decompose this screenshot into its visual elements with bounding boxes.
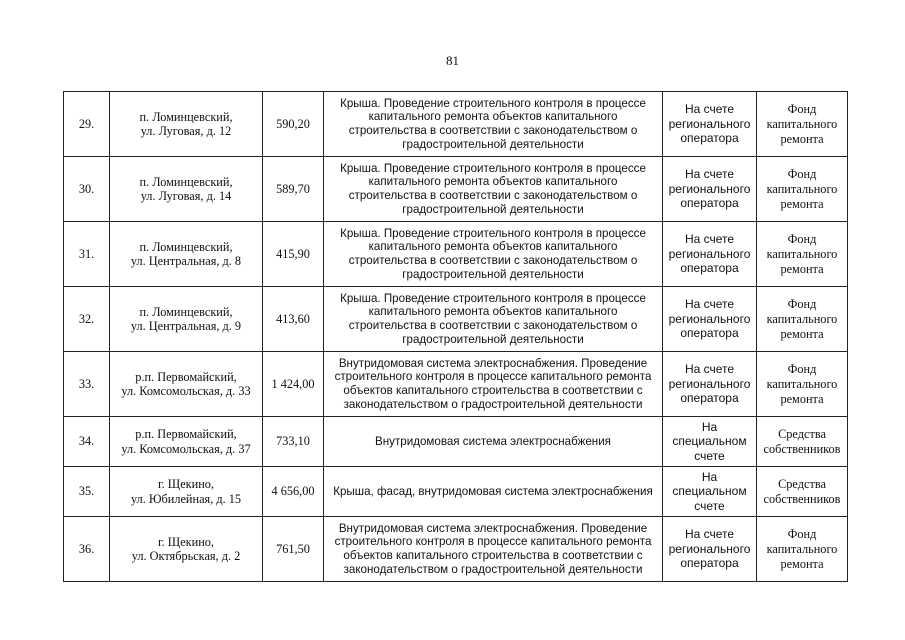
funding-source-cell: Фонд капитального ремонта — [757, 222, 848, 287]
address-settlement: г. Щекино, — [157, 534, 215, 549]
account-cell: На специальном счете — [663, 467, 757, 517]
area-cell: 415,90 — [263, 222, 324, 287]
table-row — [64, 467, 848, 517]
area-cell: 589,70 — [263, 157, 324, 222]
address-cell — [110, 157, 263, 222]
address-cell — [110, 287, 263, 352]
table-row — [64, 352, 848, 417]
address-street: ул. Луговая, д. 14 — [140, 189, 232, 203]
address-settlement: р.п. Первомайский, — [135, 369, 237, 384]
funding-source-cell: Фонд капитального ремонта — [757, 287, 848, 352]
account-cell: На счете регионального оператора — [663, 92, 757, 157]
table-row — [64, 92, 848, 157]
table-row — [64, 517, 848, 582]
funding-source-cell: Фонд капитального ремонта — [757, 157, 848, 222]
funding-source-cell: Фонд капитального ремонта — [757, 517, 848, 582]
work-type-cell: Внутридомовая система электроснабжения. Проведение строительного контроля в процессе капитального ремонта объектов капитального строительства в соответствии с законодательством о градостроительной деятельности — [324, 352, 663, 417]
account-cell: На счете регионального оператора — [663, 222, 757, 287]
row-number: 31. — [64, 222, 110, 287]
row-number: 34. — [64, 417, 110, 467]
account-cell: На счете регионального оператора — [663, 352, 757, 417]
work-type-cell: Крыша. Проведение строительного контроля в процессе капитального ремонта объектов капитального строительства в соответствии с законодательством о градостроительной деятельности — [324, 287, 663, 352]
address-cell — [110, 222, 263, 287]
work-type-cell: Внутридомовая система электроснабжения — [324, 417, 663, 467]
address-cell — [110, 467, 263, 517]
address-street: ул. Юбилейная, д. 15 — [130, 491, 242, 506]
work-type-cell: Внутридомовая система электроснабжения. Проведение строительного контроля в процессе капитального ремонта объектов капитального строительства в соответствии с законодательством о градостроительной деятельности — [324, 517, 663, 582]
row-number: 32. — [64, 287, 110, 352]
address-street: ул. Комсомольская, д. 33 — [121, 384, 251, 398]
funding-source-cell: Фонд капитального ремонта — [757, 92, 848, 157]
address-cell — [110, 417, 263, 467]
area-cell: 733,10 — [263, 417, 324, 467]
work-type-cell: Крыша. Проведение строительного контроля в процессе капитального ремонта объектов капитального строительства в соответствии с законодательством о градостроительной деятельности — [324, 222, 663, 287]
account-cell: На счете регионального оператора — [663, 157, 757, 222]
table-row — [64, 417, 848, 467]
funding-source-cell: Средства собственников — [757, 467, 848, 517]
address-cell — [110, 517, 263, 582]
table-row — [64, 157, 848, 222]
funding-source-cell: Средства собственников — [757, 417, 848, 467]
address-street: ул. Центральная, д. 9 — [130, 319, 242, 333]
address-street: ул. Луговая, д. 12 — [140, 124, 232, 138]
account-cell: На специальном счете — [663, 417, 757, 467]
address-settlement: р.п. Первомайский, — [135, 427, 237, 441]
address-street: ул. Октябрьская, д. 2 — [131, 549, 241, 563]
row-number: 36. — [64, 517, 110, 582]
address-settlement: п. Ломинцевский, — [139, 109, 233, 124]
address-settlement: п. Ломинцевский, — [139, 304, 233, 319]
address-settlement: г. Щекино, — [157, 477, 215, 491]
account-cell: На счете регионального оператора — [663, 287, 757, 352]
work-type-cell: Крыша, фасад, внутридомовая система электроснабжения — [324, 467, 663, 517]
work-type-cell: Крыша. Проведение строительного контроля в процессе капитального ремонта объектов капитального строительства в соответствии с законодательством о градостроительной деятельности — [324, 157, 663, 222]
area-cell: 590,20 — [263, 92, 324, 157]
table-row — [64, 222, 848, 287]
row-number: 30. — [64, 157, 110, 222]
address-street: ул. Комсомольская, д. 37 — [121, 441, 251, 456]
address-cell — [110, 92, 263, 157]
row-number: 29. — [64, 92, 110, 157]
area-cell: 413,60 — [263, 287, 324, 352]
address-settlement: п. Ломинцевский, — [139, 239, 233, 254]
area-cell: 4 656,00 — [263, 467, 324, 517]
row-number: 33. — [64, 352, 110, 417]
address-street: ул. Центральная, д. 8 — [130, 254, 242, 268]
work-type-cell: Крыша. Проведение строительного контроля в процессе капитального ремонта объектов капитального строительства в соответствии с законодательством о градостроительной деятельности — [324, 92, 663, 157]
page-number: 81 — [446, 53, 459, 68]
address-settlement: п. Ломинцевский, — [139, 174, 233, 189]
account-cell: На счете регионального оператора — [663, 517, 757, 582]
table-row — [64, 287, 848, 352]
address-cell — [110, 352, 263, 417]
area-cell: 761,50 — [263, 517, 324, 582]
area-cell: 1 424,00 — [263, 352, 324, 417]
funding-source-cell: Фонд капитального ремонта — [757, 352, 848, 417]
repair-program-table — [63, 91, 848, 582]
row-number: 35. — [64, 467, 110, 517]
